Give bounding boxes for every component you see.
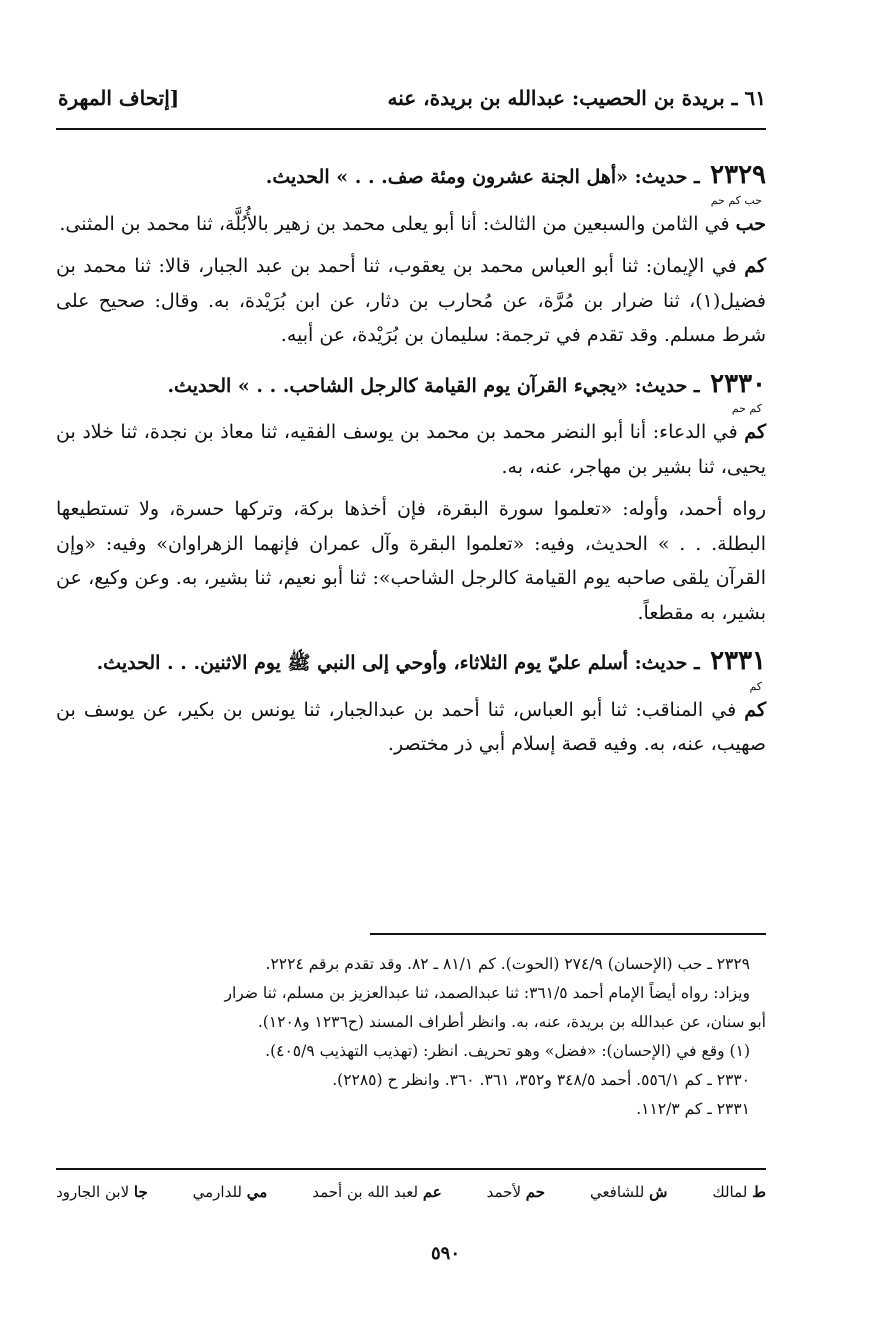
key-rule [56, 1168, 766, 1170]
footnote-line: ٢٣٣٠ ـ كم ٥٥٦/١. أحمد ٣٤٨/٥ و٣٥٢، ٣٦١. ٣٦٠. وانظر ح (٢٢٨٥). [332, 1071, 750, 1089]
source-codes: كم [749, 679, 762, 693]
source-code: كم [744, 421, 766, 443]
hadith-title: ـ حديث: «يجيء القرآن يوم القيامة كالرجل الشاحب. . . » الحديث. [167, 374, 700, 397]
hadith-entry [56, 644, 766, 762]
narration-paragraph [56, 415, 766, 484]
key-code: مي [246, 1183, 268, 1201]
key-item [712, 1183, 766, 1201]
key-item [56, 1183, 148, 1201]
hadith-number: ٢٣٣١ [710, 646, 766, 676]
source-code: كم [744, 698, 766, 721]
key-item [312, 1183, 442, 1201]
running-header [58, 78, 766, 118]
key-label: لأحمد [486, 1183, 522, 1201]
hadith-title: ـ حديث: «أهل الجنة عشرون ومئة صف. . . » الحديث. [265, 166, 700, 188]
hadith-number: ٢٣٣٠ [710, 368, 766, 399]
footnote-line: (١) وقع في (الإحسان): «فضل» وهو تحريف. انظر: (تهذيب التهذيب ٤٠٥/٩). [265, 1042, 750, 1060]
main-text [56, 158, 766, 776]
narration-text: في المناقب: ثنا أبو العباس، ثنا أحمد بن عبدالجبار، ثنا يونس بن بكير، عن يوسف بن صهيب، عنه، به. وفيه قصة إسلام أبي ذر مختصر. [56, 698, 766, 755]
source-code: كم [744, 255, 766, 277]
key-code: ط [752, 1183, 766, 1201]
key-item [193, 1183, 268, 1201]
source-codes: حب كم حم [710, 193, 762, 207]
hadith-heading [56, 158, 766, 195]
key-code: عم [422, 1183, 442, 1201]
header-rule [56, 128, 766, 130]
hadith-heading [56, 644, 766, 681]
footnote-line: أبو سنان، عن عبدالله بن بريدة، عنه، به. وانظر أطراف المسند (ح١٢٣٦ و١٢٠٨). [257, 1013, 766, 1031]
key-label: لعبد الله بن أحمد [312, 1183, 419, 1201]
abbreviation-key [56, 1183, 766, 1201]
key-label: للدارمي [192, 1183, 242, 1201]
narration-paragraph [56, 492, 766, 630]
hadith-heading [56, 367, 766, 404]
source-codes: كم حم [731, 402, 762, 415]
key-label: لابن الجارود [56, 1183, 130, 1201]
key-item [487, 1183, 545, 1201]
narration-paragraph [56, 249, 766, 353]
key-label: للشافعي [589, 1183, 645, 1201]
hadith-number: ٢٣٢٩ [710, 160, 766, 190]
narration-text: رواه أحمد، وأوله: «تعلموا سورة البقرة، فإن أخذها بركة، وتركها حسرة، ولا تستطيعها البطلة. . . » الحديث، وفيه: «تعلموا البقرة وآل عمران فإنهما الزهراوان» وفيه: «وإن القرآن يلقى صاحبه يوم القيامة كالرجل الشاحب»: ثنا أبو نعيم، ثنا بشير، به. وعن وكيع، عن بشير، به مقطعاً. [56, 498, 766, 624]
page-number: ٥٩٠ [430, 1243, 460, 1264]
key-label: لمالك [712, 1183, 748, 1201]
key-item [590, 1183, 668, 1201]
key-code: ش [649, 1183, 668, 1201]
source-code: حب [735, 212, 766, 235]
narration-text: في الإيمان: ثنا أبو العباس محمد بن يعقوب، ثنا أحمد بن عبد الجبار، قالا: ثنا محمد بن فضيل(١)، ثنا ضرار بن مُرَّة، عن مُحارب بن دثار، عن ابن بُرَيْدة، به. وقال: صحيح على شرط مسلم. وقد تقدم في ترجمة: سليمان بن بُرَيْدة، عن أبيه. [56, 255, 766, 346]
footnote-line: ٢٣٣١ ـ كم ١١٢/٣. [636, 1100, 750, 1118]
narration-text: في الثامن والسبعين من الثالث: أنا أبو يعلى محمد بن زهير بالأُبُلَّة، ثنا محمد بن المثنى. [59, 212, 730, 235]
footnote-line: ويزاد: رواه أيضاً الإمام أحمد ٣٦١/٥: ثنا عبدالصمد، ثنا عبدالعزيز بن مسلم، ثنا ضرار [224, 984, 750, 1002]
footnote-rule [370, 933, 766, 935]
book-title: [إتحاف المهرة [58, 86, 180, 110]
narration-paragraph [56, 693, 766, 762]
key-code: جا [133, 1183, 148, 1201]
footnote-line: ٢٣٢٩ ـ حب (الإحسان) ٢٧٤/٩ (الحوت). كم ٨١/١ ـ ٨٢. وقد تقدم برقم ٢٢٢٤. [265, 955, 750, 973]
hadith-entry [56, 367, 766, 631]
key-code: حم [525, 1183, 546, 1201]
chapter-heading: ٦١ ـ بريدة بن الحصيب: عبدالله بن بريدة، عنه [387, 86, 766, 110]
hadith-entry [56, 158, 766, 353]
narration-paragraph [56, 207, 766, 242]
hadith-title: ـ حديث: أسلم عليّ يوم الثلاثاء، وأوحي إلى النبي ﷺ يوم الاثنين. . . الحديث. [96, 652, 700, 674]
footnotes [56, 950, 766, 1124]
narration-text: في الدعاء: أنا أبو النضر محمد بن محمد بن يوسف الفقيه، ثنا معاذ بن نجدة، ثنا خلاد بن يحيى، ثنا بشير بن مهاجر، عنه، به. [56, 421, 766, 478]
